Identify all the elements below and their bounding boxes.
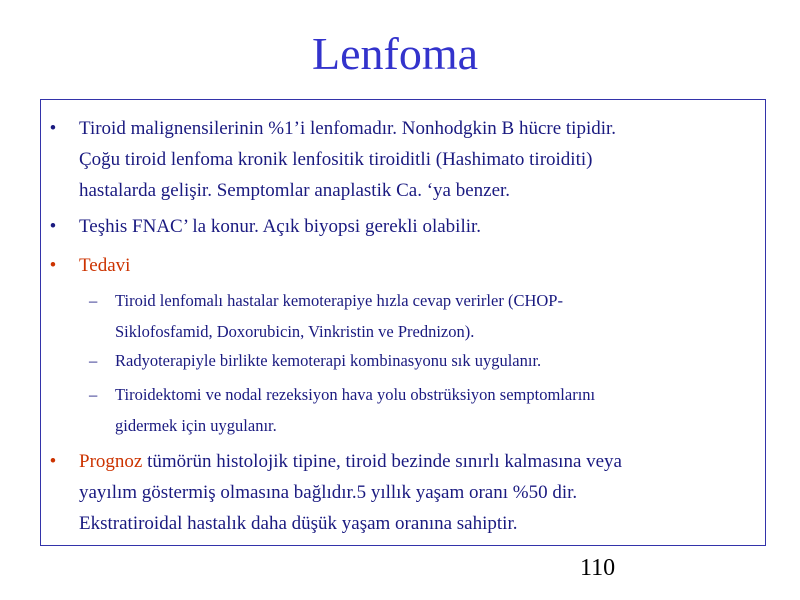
bullet-text xyxy=(79,446,759,539)
slide-title: Lenfoma xyxy=(311,28,479,79)
bullet-line: Çoğu tiroid lenfoma kronik lenfositik tiroiditli (Hashimato tiroiditi) xyxy=(79,149,593,170)
bullet-text xyxy=(79,113,759,206)
bullet-text xyxy=(79,250,759,281)
sub-bullet-line: Tiroid lenfomalı hastalar kemoterapiye hızla cevap verirler (CHOP- xyxy=(115,291,563,310)
dash-icon: – xyxy=(89,291,98,310)
content-box xyxy=(40,99,766,546)
sub-bullet-line: Radyoterapiyle birlikte kemoterapi kombinasyonu sık uygulanır. xyxy=(115,351,542,370)
prognoz-text: tümörün histolojik tipine, tiroid bezinde sınırlı kalmasına veya xyxy=(142,451,622,472)
sub-bullet-line: Tiroidektomi ve nodal rezeksiyon hava yolu obstrüksiyon semptomlarını xyxy=(115,385,596,404)
bullet-line: Ekstratiroidal hastalık daha düşük yaşam oranına sahiptir. xyxy=(79,513,518,534)
dash-icon: – xyxy=(89,351,98,370)
bullet-line: hastalarda gelişir. Semptomlar anaplastik Ca. ‘ya benzer. xyxy=(79,180,511,201)
bullet-line xyxy=(79,446,759,477)
page-number: 110 xyxy=(580,555,616,581)
prognoz-keyword: Prognoz xyxy=(79,451,143,472)
bullet-icon: • xyxy=(49,255,57,276)
bullet-text xyxy=(79,211,759,242)
sub-bullet-line: Siklofosfamid, Doxorubicin, Vinkristin ve Prednizon). xyxy=(115,322,475,341)
sub-bullet-text xyxy=(115,379,755,441)
sub-bullet-text xyxy=(115,345,755,376)
bullet-icon: • xyxy=(49,451,57,472)
bullet-line: yayılım göstermiş olmasına bağlıdır.5 yıllık yaşam oranı %50 dir. xyxy=(79,482,578,503)
sub-bullet-line: gidermek için uygulanır. xyxy=(115,416,277,435)
bullet-line: Tiroid malignensilerinin %1’i lenfomadır. Nonhodgkin B hücre tipidir. xyxy=(79,118,617,139)
bullet-line: Teşhis FNAC’ la konur. Açık biyopsi gerekli olabilir. xyxy=(79,216,482,237)
dash-icon: – xyxy=(89,385,98,404)
bullet-icon: • xyxy=(49,216,57,237)
section-heading-tedavi: Tedavi xyxy=(79,255,131,276)
bullet-icon: • xyxy=(49,118,57,139)
sub-bullet-text xyxy=(115,285,755,347)
